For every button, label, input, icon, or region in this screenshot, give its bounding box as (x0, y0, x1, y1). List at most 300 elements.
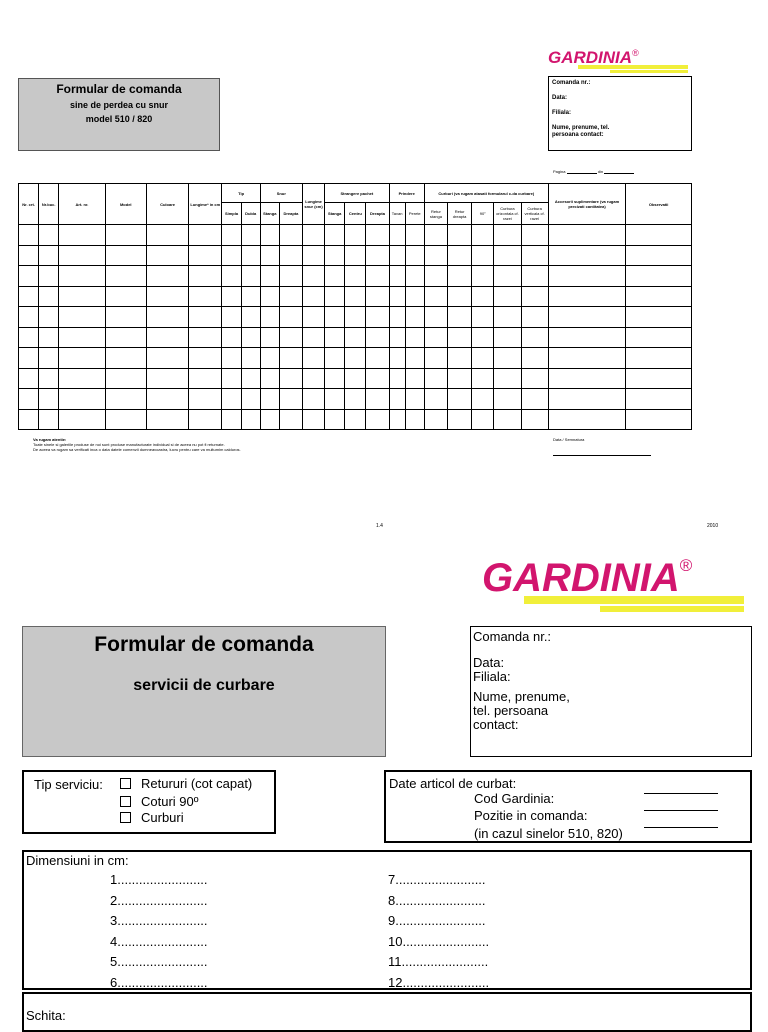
sine-field[interactable] (644, 827, 718, 828)
table-cell[interactable] (39, 389, 59, 410)
brand-name: GARDINIA (548, 48, 633, 67)
dimension-field[interactable]: 11........................ (388, 954, 489, 969)
table-cell[interactable] (302, 389, 324, 410)
table-cell[interactable] (548, 266, 626, 287)
table-cell[interactable] (494, 389, 521, 410)
sub-tavan: Tavan (389, 203, 405, 225)
table-cell[interactable] (448, 225, 472, 246)
table-cell[interactable] (325, 327, 345, 348)
table-cell[interactable] (19, 245, 39, 266)
table-cell[interactable] (448, 389, 472, 410)
col-model: Model (105, 184, 146, 225)
table-cell[interactable] (260, 368, 279, 389)
sub-dubla: Dubla (241, 203, 260, 225)
table-cell[interactable] (626, 409, 692, 430)
table-cell[interactable] (626, 307, 692, 328)
table-cell[interactable] (39, 307, 59, 328)
sub-strangere-stanga: Stanga (325, 203, 345, 225)
table-cell[interactable] (146, 245, 188, 266)
table-cell[interactable] (626, 245, 692, 266)
table-cell[interactable] (345, 409, 366, 430)
table-cell[interactable] (494, 409, 521, 430)
table-cell[interactable] (241, 307, 260, 328)
table-cell[interactable] (39, 225, 59, 246)
table-cell[interactable] (59, 286, 105, 307)
table-cell[interactable] (59, 368, 105, 389)
dimension-field[interactable]: 2......................... (110, 892, 208, 908)
order-form-title-box (18, 78, 220, 151)
table-cell[interactable] (366, 348, 389, 369)
brand-logo-large (482, 556, 747, 616)
table-cell[interactable] (146, 286, 188, 307)
table-cell[interactable] (494, 368, 521, 389)
table-cell[interactable] (260, 266, 279, 287)
table-cell[interactable] (626, 266, 692, 287)
table-cell[interactable] (424, 286, 447, 307)
table-cell[interactable] (424, 245, 447, 266)
dimension-field[interactable]: 5......................... (110, 954, 208, 969)
table-cell[interactable] (448, 327, 472, 348)
table-cell[interactable] (345, 225, 366, 246)
table-cell[interactable] (345, 327, 366, 348)
table-cell[interactable] (19, 409, 39, 430)
table-cell[interactable] (448, 348, 472, 369)
table-cell[interactable] (389, 307, 405, 328)
brand-name: GARDINIA (482, 556, 680, 600)
col-culoare: Culoare (146, 184, 188, 225)
table-cell[interactable] (19, 327, 39, 348)
table-cell[interactable] (521, 327, 548, 348)
table-cell[interactable] (19, 266, 39, 287)
table-cell[interactable] (389, 286, 405, 307)
table-cell[interactable] (345, 389, 366, 410)
pozitie-field[interactable] (644, 810, 718, 811)
table-cell[interactable] (325, 266, 345, 287)
table-cell[interactable] (521, 266, 548, 287)
table-cell[interactable] (345, 245, 366, 266)
table-cell[interactable] (222, 389, 241, 410)
table-cell[interactable] (448, 307, 472, 328)
table-cell[interactable] (472, 286, 494, 307)
table-cell[interactable] (59, 266, 105, 287)
table-cell[interactable] (39, 245, 59, 266)
date-articol-label: Date articol de curbat: (389, 776, 517, 791)
table-cell[interactable] (105, 389, 146, 410)
table-cell[interactable] (19, 225, 39, 246)
table-cell[interactable] (59, 348, 105, 369)
table-cell[interactable] (222, 266, 241, 287)
table-row (19, 245, 692, 266)
table-cell[interactable] (146, 348, 188, 369)
table-cell[interactable] (389, 409, 405, 430)
table-cell[interactable] (366, 225, 389, 246)
table-cell[interactable] (19, 348, 39, 369)
table-cell[interactable] (222, 245, 241, 266)
table-cell[interactable] (279, 286, 302, 307)
table-cell[interactable] (366, 368, 389, 389)
col-art-nr: Art. nr. (59, 184, 105, 225)
table-cell[interactable] (472, 307, 494, 328)
table-cell[interactable] (302, 348, 324, 369)
table-cell[interactable] (472, 245, 494, 266)
col-tip: Tip (222, 184, 260, 203)
table-cell[interactable] (521, 225, 548, 246)
table-cell[interactable] (389, 327, 405, 348)
table-cell[interactable] (405, 327, 424, 348)
table-cell[interactable] (345, 286, 366, 307)
table-cell[interactable] (222, 409, 241, 430)
table-cell[interactable] (405, 368, 424, 389)
table-cell[interactable] (389, 245, 405, 266)
table-cell[interactable] (260, 389, 279, 410)
table-cell[interactable] (302, 327, 324, 348)
table-cell[interactable] (189, 245, 222, 266)
table-cell[interactable] (366, 409, 389, 430)
table-cell[interactable] (39, 348, 59, 369)
table-cell[interactable] (548, 327, 626, 348)
table-cell[interactable] (494, 266, 521, 287)
table-cell[interactable] (222, 348, 241, 369)
table-cell[interactable] (39, 327, 59, 348)
table-cell[interactable] (279, 245, 302, 266)
table-cell[interactable] (260, 327, 279, 348)
table-cell[interactable] (521, 286, 548, 307)
table-cell[interactable] (405, 245, 424, 266)
table-cell[interactable] (405, 286, 424, 307)
table-cell[interactable] (189, 307, 222, 328)
table-cell[interactable] (260, 409, 279, 430)
table-cell[interactable] (260, 307, 279, 328)
table-cell[interactable] (222, 327, 241, 348)
table-cell[interactable] (548, 307, 626, 328)
table-cell[interactable] (366, 245, 389, 266)
table-cell[interactable] (448, 266, 472, 287)
table-cell[interactable] (626, 327, 692, 348)
col-prindere: Prindere (389, 184, 424, 203)
table-cell[interactable] (189, 368, 222, 389)
table-cell[interactable] (59, 409, 105, 430)
table-cell[interactable] (19, 307, 39, 328)
sketch-box[interactable] (22, 992, 752, 1032)
table-cell[interactable] (389, 368, 405, 389)
table-cell[interactable] (241, 389, 260, 410)
table-cell[interactable] (302, 225, 324, 246)
table-cell[interactable] (405, 266, 424, 287)
signature-field[interactable] (553, 455, 651, 456)
table-cell[interactable] (548, 245, 626, 266)
table-cell[interactable] (146, 409, 188, 430)
table-cell[interactable] (222, 286, 241, 307)
pagina-field[interactable] (567, 169, 597, 174)
form-title: Formular de comanda (94, 633, 314, 656)
table-cell[interactable] (105, 348, 146, 369)
table-cell[interactable] (548, 389, 626, 410)
order-info-box-2 (470, 626, 752, 757)
table-cell[interactable] (59, 245, 105, 266)
table-cell[interactable] (548, 409, 626, 430)
table-cell[interactable] (241, 225, 260, 246)
table-cell[interactable] (241, 368, 260, 389)
table-cell[interactable] (146, 307, 188, 328)
data-label: Data: (552, 95, 568, 101)
col-nr-crt: Nr. crt. (19, 184, 39, 225)
table-cell[interactable] (260, 225, 279, 246)
table-cell[interactable] (366, 266, 389, 287)
table-cell[interactable] (345, 368, 366, 389)
table-cell[interactable] (494, 245, 521, 266)
col-lungime: Lungime* in cm (189, 184, 222, 225)
table-cell[interactable] (302, 245, 324, 266)
table-cell[interactable] (241, 245, 260, 266)
table-cell[interactable] (424, 327, 447, 348)
table-cell[interactable] (105, 409, 146, 430)
dimension-field[interactable]: 1......................... (110, 872, 208, 887)
checkbox-retururi[interactable] (120, 778, 131, 789)
sub-snur-stanga: Stanga (260, 203, 279, 225)
table-cell[interactable] (494, 225, 521, 246)
table-cell[interactable] (366, 307, 389, 328)
table-cell[interactable] (389, 266, 405, 287)
form-subtitle-2: model 510 / 820 (85, 114, 153, 124)
page-year: 2010 (707, 523, 719, 529)
schita-label: Schita: (26, 1008, 66, 1023)
table-cell[interactable] (39, 266, 59, 287)
table-cell[interactable] (405, 348, 424, 369)
table-cell[interactable] (448, 368, 472, 389)
table-cell[interactable] (59, 327, 105, 348)
table-cell[interactable] (260, 245, 279, 266)
table-cell[interactable] (405, 389, 424, 410)
contact-label-1: Nume, prenume, tel. (552, 125, 610, 131)
table-cell[interactable] (302, 368, 324, 389)
table-cell[interactable] (472, 348, 494, 369)
table-cell[interactable] (222, 225, 241, 246)
table-cell[interactable] (260, 348, 279, 369)
pagina-label: Pagina (553, 169, 566, 174)
table-cell[interactable] (19, 286, 39, 307)
table-cell[interactable] (325, 368, 345, 389)
table-cell[interactable] (494, 307, 521, 328)
table-cell[interactable] (302, 409, 324, 430)
table-cell[interactable] (39, 409, 59, 430)
table-cell[interactable] (146, 225, 188, 246)
table-cell[interactable] (279, 225, 302, 246)
table-cell[interactable] (302, 266, 324, 287)
table-cell[interactable] (472, 225, 494, 246)
table-cell[interactable] (19, 389, 39, 410)
checkbox-curburi[interactable] (120, 812, 131, 823)
table-cell[interactable] (521, 245, 548, 266)
table-cell[interactable] (39, 368, 59, 389)
form-subtitle-1: sine de perdea cu snur (69, 100, 169, 110)
table-cell[interactable] (146, 389, 188, 410)
table-cell[interactable] (366, 327, 389, 348)
table-cell[interactable] (472, 327, 494, 348)
dimension-field[interactable]: 6......................... (110, 974, 208, 990)
table-cell[interactable] (424, 348, 447, 369)
table-cell[interactable] (105, 327, 146, 348)
table-cell[interactable] (521, 389, 548, 410)
table-cell[interactable] (105, 307, 146, 328)
table-cell[interactable] (19, 368, 39, 389)
table-cell[interactable] (279, 368, 302, 389)
attention-note (33, 437, 393, 452)
table-cell[interactable] (241, 286, 260, 307)
dimension-field[interactable]: 12........................ (388, 974, 490, 990)
table-cell[interactable] (521, 348, 548, 369)
table-cell[interactable] (325, 348, 345, 369)
table-cell[interactable] (325, 307, 345, 328)
table-cell[interactable] (389, 389, 405, 410)
logo-underline-bar-2 (610, 70, 688, 73)
table-cell[interactable] (448, 409, 472, 430)
table-cell[interactable] (189, 286, 222, 307)
table-cell[interactable] (472, 368, 494, 389)
table-cell[interactable] (424, 409, 447, 430)
table-cell[interactable] (521, 368, 548, 389)
dimension-field[interactable]: 7......................... (388, 872, 486, 887)
table-cell[interactable] (241, 327, 260, 348)
table-cell[interactable] (39, 286, 59, 307)
table-cell[interactable] (626, 348, 692, 369)
dimension-field[interactable]: 9......................... (388, 913, 486, 928)
col-snur: Snur (260, 184, 302, 203)
table-cell[interactable] (472, 266, 494, 287)
table-cell[interactable] (548, 348, 626, 369)
table-cell[interactable] (325, 245, 345, 266)
table-cell[interactable] (494, 286, 521, 307)
dimension-field[interactable]: 10........................ (388, 933, 490, 949)
table-cell[interactable] (494, 327, 521, 348)
table-cell[interactable] (325, 389, 345, 410)
table-cell[interactable] (59, 389, 105, 410)
sub-perete: Perete (405, 203, 424, 225)
table-cell[interactable] (548, 368, 626, 389)
table-cell[interactable] (494, 348, 521, 369)
table-cell[interactable] (424, 368, 447, 389)
table-cell[interactable] (189, 409, 222, 430)
table-row (19, 368, 692, 389)
table-cell[interactable] (189, 266, 222, 287)
note-line-2: De aceea va rugam sa verificati inca o data datele comenzii dumneavoastra, lucru pentru care va multumim calduros. (33, 447, 241, 452)
table-cell[interactable] (105, 266, 146, 287)
table-cell[interactable] (626, 389, 692, 410)
table-row (19, 348, 692, 369)
table-cell[interactable] (279, 266, 302, 287)
table-cell[interactable] (241, 409, 260, 430)
table-cell[interactable] (241, 348, 260, 369)
table-cell[interactable] (626, 368, 692, 389)
dimension-field[interactable]: 3......................... (110, 913, 208, 928)
table-cell[interactable] (345, 266, 366, 287)
table-cell[interactable] (222, 368, 241, 389)
table-cell[interactable] (59, 225, 105, 246)
table-cell[interactable] (105, 286, 146, 307)
table-cell[interactable] (279, 389, 302, 410)
table-cell[interactable] (241, 266, 260, 287)
table-cell[interactable] (279, 409, 302, 430)
table-cell[interactable] (345, 307, 366, 328)
table-cell[interactable] (189, 225, 222, 246)
table-cell[interactable] (472, 389, 494, 410)
table-cell[interactable] (626, 225, 692, 246)
table-cell[interactable] (389, 225, 405, 246)
table-cell[interactable] (302, 286, 324, 307)
table-cell[interactable] (448, 286, 472, 307)
filiala-label: Filiala: (473, 669, 511, 684)
table-cell[interactable] (405, 225, 424, 246)
sub-simpla: Simpla (222, 203, 241, 225)
option-coturi[interactable] (120, 793, 199, 809)
dimensions-box (22, 850, 752, 990)
table-cell[interactable] (424, 266, 447, 287)
table-row (19, 389, 692, 410)
option-label-retururi: Retururi (cot capat) (141, 776, 253, 792)
table-cell[interactable] (424, 307, 447, 328)
table-cell[interactable] (472, 409, 494, 430)
table-cell[interactable] (325, 225, 345, 246)
brand-reg-mark: ® (679, 556, 693, 575)
dimension-field[interactable]: 8......................... (388, 892, 486, 908)
table-cell[interactable] (366, 389, 389, 410)
table-cell[interactable] (424, 225, 447, 246)
table-cell[interactable] (105, 245, 146, 266)
table-cell[interactable] (146, 266, 188, 287)
table-cell[interactable] (302, 307, 324, 328)
table-cell[interactable] (279, 307, 302, 328)
table-cell[interactable] (424, 389, 447, 410)
contact-label-2: tel. persoana (473, 703, 549, 718)
table-cell[interactable] (548, 225, 626, 246)
date-signature-label: Data / Semnatura (553, 437, 585, 442)
table-cell[interactable] (405, 409, 424, 430)
table-cell[interactable] (105, 368, 146, 389)
table-cell[interactable] (146, 368, 188, 389)
option-retururi[interactable] (120, 775, 252, 791)
table-cell[interactable] (448, 245, 472, 266)
service-type-box (22, 770, 276, 834)
table-cell[interactable] (189, 327, 222, 348)
table-cell[interactable] (146, 327, 188, 348)
table-cell[interactable] (59, 307, 105, 328)
table-cell[interactable] (366, 286, 389, 307)
din-field[interactable] (604, 169, 634, 174)
table-cell[interactable] (405, 307, 424, 328)
table-cell[interactable] (521, 409, 548, 430)
table-cell[interactable] (325, 409, 345, 430)
table-cell[interactable] (260, 286, 279, 307)
option-curburi[interactable] (120, 809, 184, 825)
table-cell[interactable] (389, 348, 405, 369)
table-cell[interactable] (105, 225, 146, 246)
table-cell[interactable] (521, 307, 548, 328)
dimension-field[interactable]: 4......................... (110, 933, 208, 949)
cod-gardinia-field[interactable] (644, 793, 718, 794)
table-cell[interactable] (345, 348, 366, 369)
table-cell[interactable] (279, 348, 302, 369)
table-cell[interactable] (626, 286, 692, 307)
table-cell[interactable] (548, 286, 626, 307)
checkbox-coturi[interactable] (120, 796, 131, 807)
note-title: Va rugam atentie: (33, 437, 67, 442)
col-lungime-snur: Lungime snur (cm) (302, 184, 324, 225)
table-row (19, 307, 692, 328)
table-cell[interactable] (222, 307, 241, 328)
table-cell[interactable] (189, 348, 222, 369)
table-cell[interactable] (325, 286, 345, 307)
table-cell[interactable] (279, 327, 302, 348)
table-cell[interactable] (189, 389, 222, 410)
